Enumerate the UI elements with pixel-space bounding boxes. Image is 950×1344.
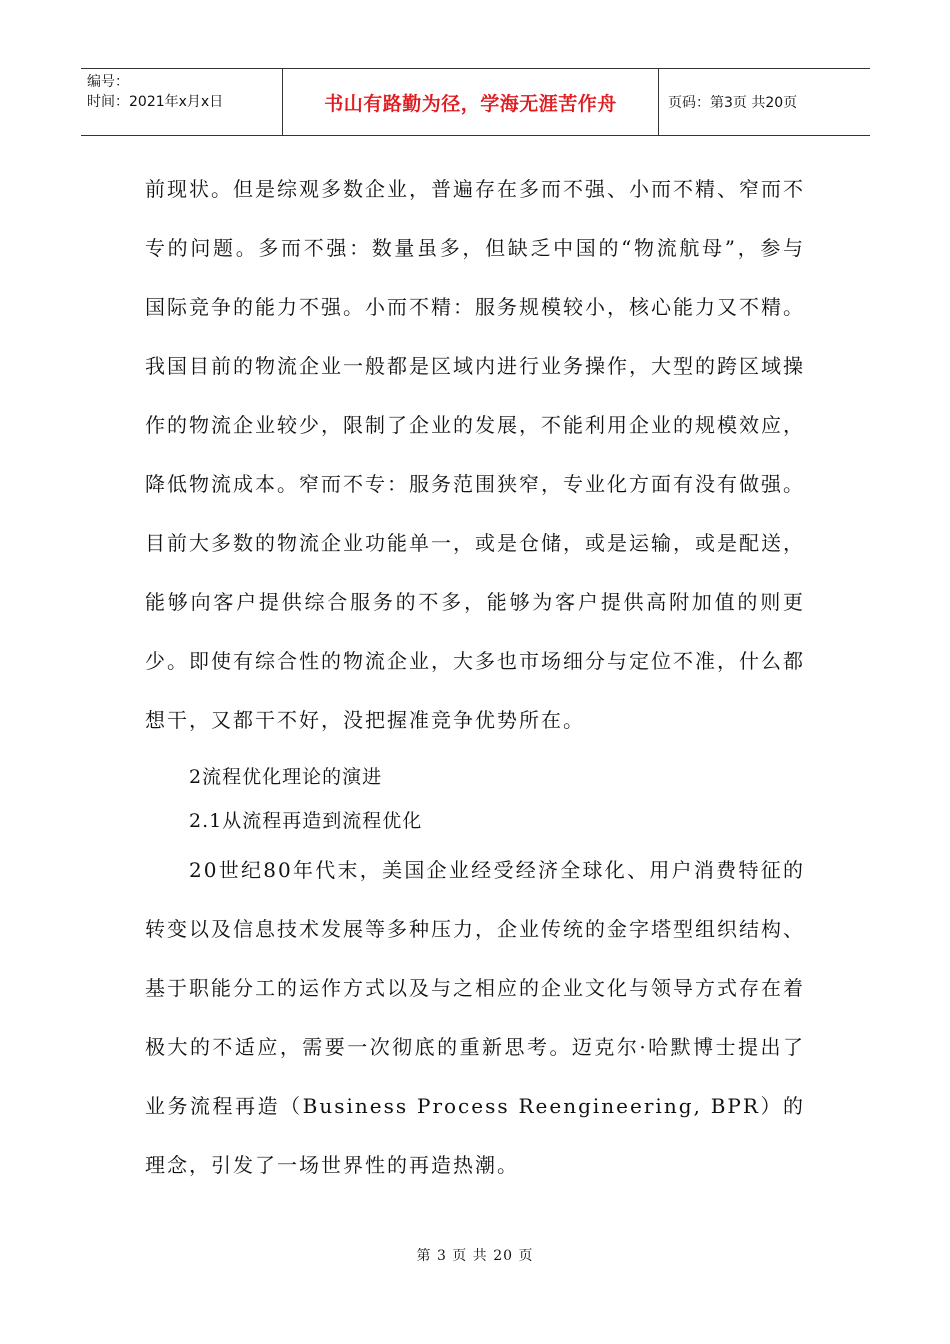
time-label: 时间：2021年x月x日	[87, 94, 224, 110]
motto-text: 书山有路勤为径，学海无涯苦作舟	[324, 92, 617, 115]
page-code: 页码：第3页 共20页	[668, 95, 798, 111]
body-paragraph: 20世纪80年代末，美国企业经受经济全球化、用户消费特征的转变以及信息技术发展等多种压力，企业传统的金字塔型组织结构、基于职能分工的运作方式以及与之相应的企业文化与领导方式存在着极大的不适应，需要一次彻底的重新思考。迈克尔·哈默博士提出了业务流程再造（Business Process Reengineering, BPR）的理念，引发了一场世界性的再造热潮。	[145, 858, 805, 1177]
page-header	[81, 68, 870, 136]
page-footer: 第 3 页 共 20 页	[416, 1248, 534, 1264]
number-label: 编号：	[87, 74, 129, 90]
subsection-heading: 2.1从流程再造到流程优化	[189, 810, 423, 832]
body-paragraph: 前现状。但是综观多数企业，普遍存在多而不强、小而不精、窄而不专的问题。多而不强：数量虽多，但缺乏中国的“物流航母”，参与国际竞争的能力不强。小而不精：服务规模较小，核心能力又不精。我国目前的物流企业一般都是区域内进行业务操作，大型的跨区域操作的物流企业较少，限制了企业的发展，不能利用企业的规模效应，降低物流成本。窄而不专：服务范围狭窄，专业化方面有没有做强。目前大多数的物流企业功能单一，或是仓储，或是运输，或是配送，能够向客户提供综合服务的不多，能够为客户提供高附加值的则更少。即使有综合性的物流企业，大多也市场细分与定位不准，什么都想干，又都干不好，没把握准竞争优势所在。	[145, 177, 805, 732]
header-page-cell	[659, 69, 870, 135]
section-heading: 2流程优化理论的演进	[189, 766, 383, 788]
document-body	[145, 160, 805, 1195]
header-motto-cell	[283, 69, 659, 135]
header-meta-cell	[81, 69, 283, 135]
